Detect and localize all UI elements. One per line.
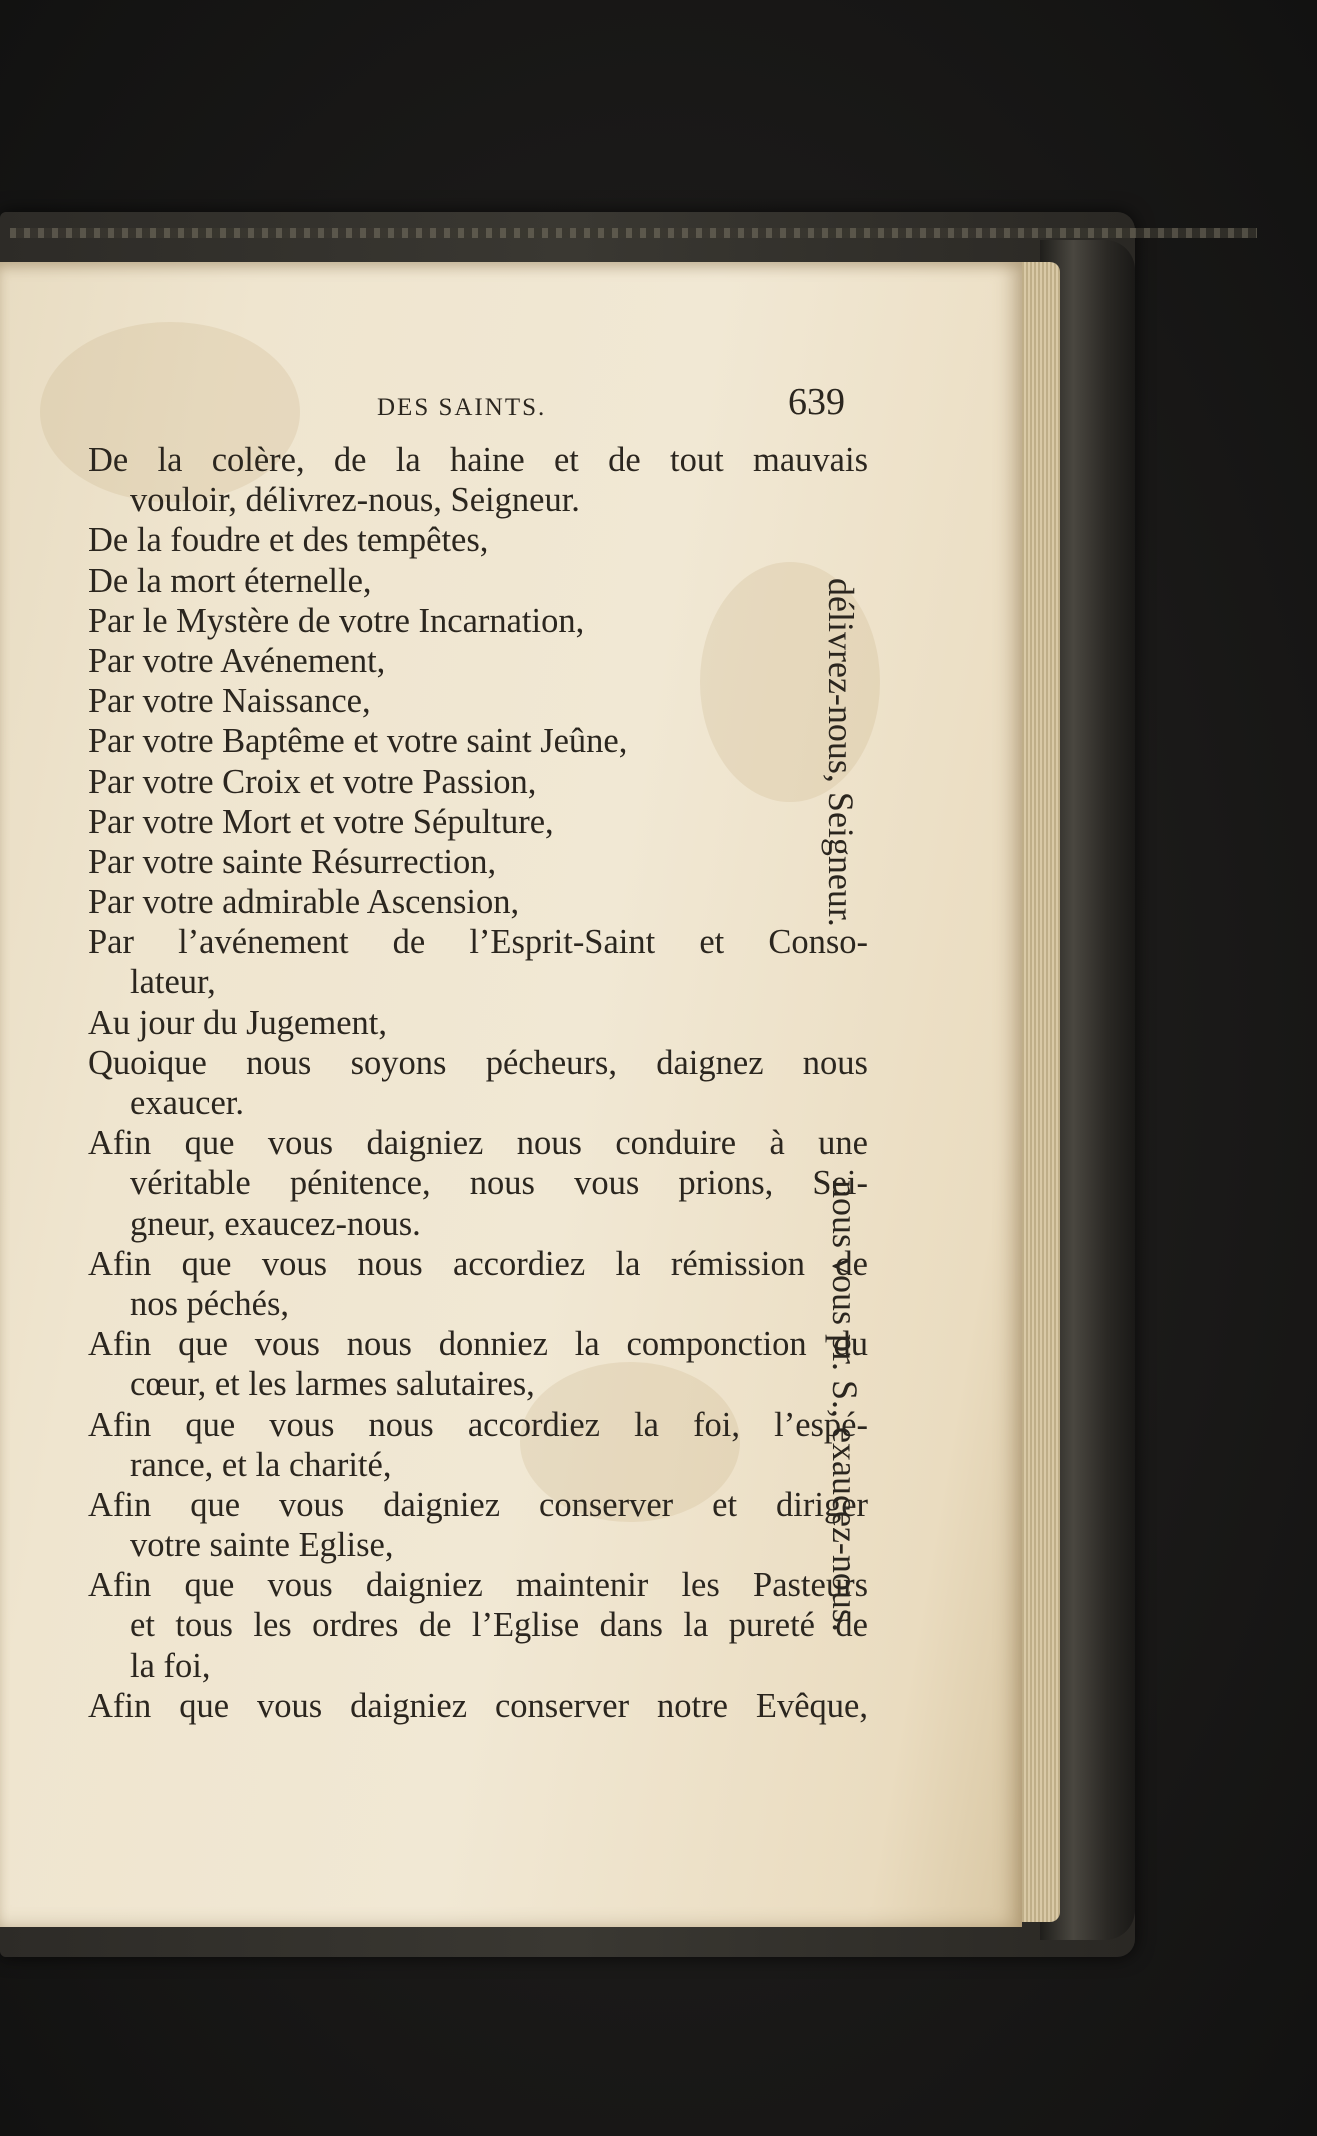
text-line: Par votre Avénement, <box>88 641 386 680</box>
text-line: De la mort éternelle, <box>88 561 372 600</box>
text-line: cœur, et les larmes salutaires, <box>130 1365 535 1404</box>
text-line: Au jour du Jugement, <box>88 1003 387 1042</box>
running-head: DES SAINTS. <box>377 394 547 421</box>
text-line: Par votre sainte Résurrection, <box>88 842 497 881</box>
text-line: rance, et la charité, <box>130 1445 392 1484</box>
text-line: De la foudre et des tempêtes, <box>88 521 489 560</box>
text-line: Par le Mystère de votre Incarnation, <box>88 601 585 640</box>
text-line: Afin que vous nous accordiez la rémission de <box>88 1244 868 1283</box>
text-line: Par votre admirable Ascension, <box>88 883 520 922</box>
side-note-response-1: délivrez-nous, Seigneur. <box>821 578 861 927</box>
text-line: Par votre Mort et votre Sépulture, <box>88 802 554 841</box>
text-line: Afin que vous nous donniez la componction du <box>88 1325 868 1364</box>
cover-stitching <box>10 228 1257 238</box>
text-line: véritable pénitence, nous vous prions, Sei- <box>130 1164 868 1203</box>
side-note-response-2: nous vous pr. S., exaucez-nous. <box>825 1180 865 1632</box>
text-line: et tous les ordres de l’Eglise dans la pureté de <box>130 1606 868 1645</box>
text-line: vouloir, délivrez-nous, Seigneur. <box>130 481 580 520</box>
text-line: Par votre Croix et votre Passion, <box>88 762 537 801</box>
text-line: Quoique nous soyons pécheurs, daignez nous <box>88 1043 868 1082</box>
page-header <box>0 380 1317 430</box>
text-line: Afin que vous daigniez maintenir les Pasteurs <box>88 1566 868 1605</box>
text-line: Par votre Baptême et votre saint Jeûne, <box>88 722 628 761</box>
text-line: lateur, <box>130 963 216 1002</box>
text-line: exaucer. <box>130 1084 244 1122</box>
litany-text <box>88 440 868 1726</box>
page-number: 639 <box>788 381 845 423</box>
text-line: Par votre Naissance, <box>88 682 371 721</box>
text-line: Afin que vous nous accordiez la foi, l’espé- <box>88 1405 868 1444</box>
text-line: Afin que vous daigniez nous conduire à une <box>88 1124 868 1163</box>
text-line: gneur, exaucez-nous. <box>130 1204 421 1243</box>
text-line: Par l’avénement de l’Esprit-Saint et Conso- <box>88 923 868 962</box>
text-line: votre sainte Eglise, <box>130 1526 394 1565</box>
text-line: nos péchés, <box>130 1284 290 1323</box>
text-line: la foi, <box>130 1646 211 1685</box>
text-line: Afin que vous daigniez conserver notre Evêque, <box>88 1686 868 1725</box>
text-line: Afin que vous daigniez conserver et diriger <box>88 1485 868 1524</box>
text-line: De la colère, de la haine et de tout mauvais <box>88 441 868 479</box>
